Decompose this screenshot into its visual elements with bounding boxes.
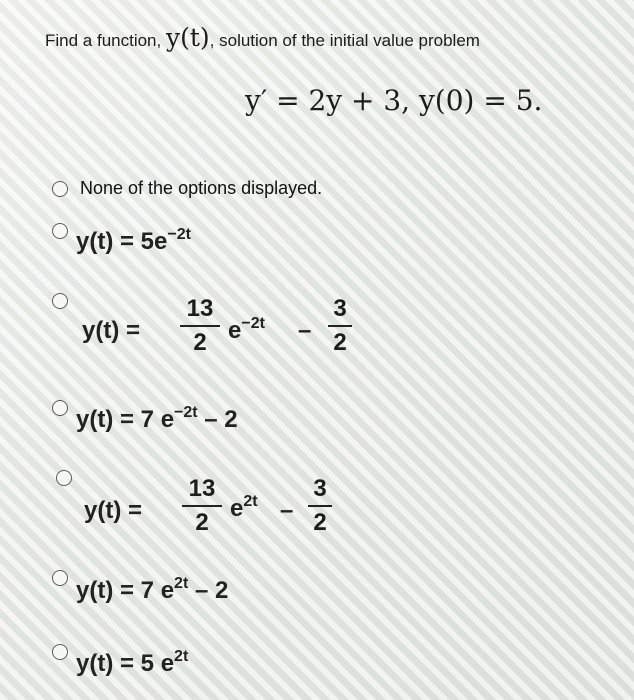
question-prefix: Find a function, <box>45 31 162 50</box>
option-3-fraction-bar-1 <box>180 325 220 327</box>
option-3-denominator-2: 2 <box>333 329 347 356</box>
radio-option-1[interactable] <box>52 181 68 197</box>
radio-option-7[interactable] <box>52 644 68 660</box>
option-5-exponent: 2t <box>243 493 258 510</box>
option-1-label: None of the options displayed. <box>80 178 323 198</box>
option-6-tail: – 2 <box>188 577 229 604</box>
option-4-exponent: −2t <box>174 404 198 421</box>
option-6-exponent: 2t <box>174 575 189 592</box>
option-2-lhs: y(t) = 5e <box>76 228 168 255</box>
ivp-equation: y′ = 2y + 3, y(0) = 5. <box>245 84 543 117</box>
option-5-fraction-1 <box>182 476 222 536</box>
option-4-label <box>76 404 238 434</box>
option-3-numerator-1: 13 <box>186 295 214 322</box>
option-3-fraction-2 <box>328 296 352 356</box>
option-3-fraction-1 <box>180 296 220 356</box>
option-3-minus: – <box>298 317 312 344</box>
option-3-lhs: y(t) = <box>82 317 141 344</box>
option-5-minus: – <box>280 497 294 524</box>
option-2-label <box>76 226 191 256</box>
radio-option-2[interactable] <box>52 223 68 239</box>
option-3-denominator-1: 2 <box>193 329 207 356</box>
option-3-numerator-2: 3 <box>333 295 347 322</box>
option-5-numerator-1: 13 <box>188 475 216 502</box>
option-3-exp-term <box>228 315 265 345</box>
option-5-numerator-2: 3 <box>313 475 327 502</box>
option-5-lhs: y(t) = <box>84 497 143 524</box>
option-5-e: e <box>230 495 244 522</box>
option-5-denominator-2: 2 <box>313 509 327 536</box>
option-5-fraction-2 <box>308 476 332 536</box>
radio-option-3[interactable] <box>52 293 68 309</box>
option-5-exp-term <box>230 493 258 523</box>
question-function: y(t) <box>165 23 210 52</box>
option-7-label <box>76 648 188 678</box>
option-7-lhs: y(t) = 5 e <box>76 650 175 677</box>
question-text <box>45 23 480 52</box>
option-5-fraction-bar-2 <box>308 505 332 507</box>
option-3-exponent: −2t <box>241 315 265 332</box>
question-suffix: , solution of the initial value problem <box>209 31 480 50</box>
option-4-lhs: y(t) = 7 e <box>76 406 175 433</box>
option-3-fraction-bar-2 <box>328 325 352 327</box>
radio-option-6[interactable] <box>52 570 68 586</box>
option-6-label <box>76 575 228 605</box>
option-6-lhs: y(t) = 7 e <box>76 577 175 604</box>
option-2-exponent: −2t <box>167 226 191 243</box>
radio-option-4[interactable] <box>52 400 68 416</box>
radio-option-5[interactable] <box>56 470 72 486</box>
option-7-exponent: 2t <box>174 648 189 665</box>
option-3-e: e <box>228 317 242 344</box>
option-4-tail: – 2 <box>197 406 238 433</box>
option-5-denominator-1: 2 <box>195 509 209 536</box>
option-5-fraction-bar-1 <box>182 505 222 507</box>
